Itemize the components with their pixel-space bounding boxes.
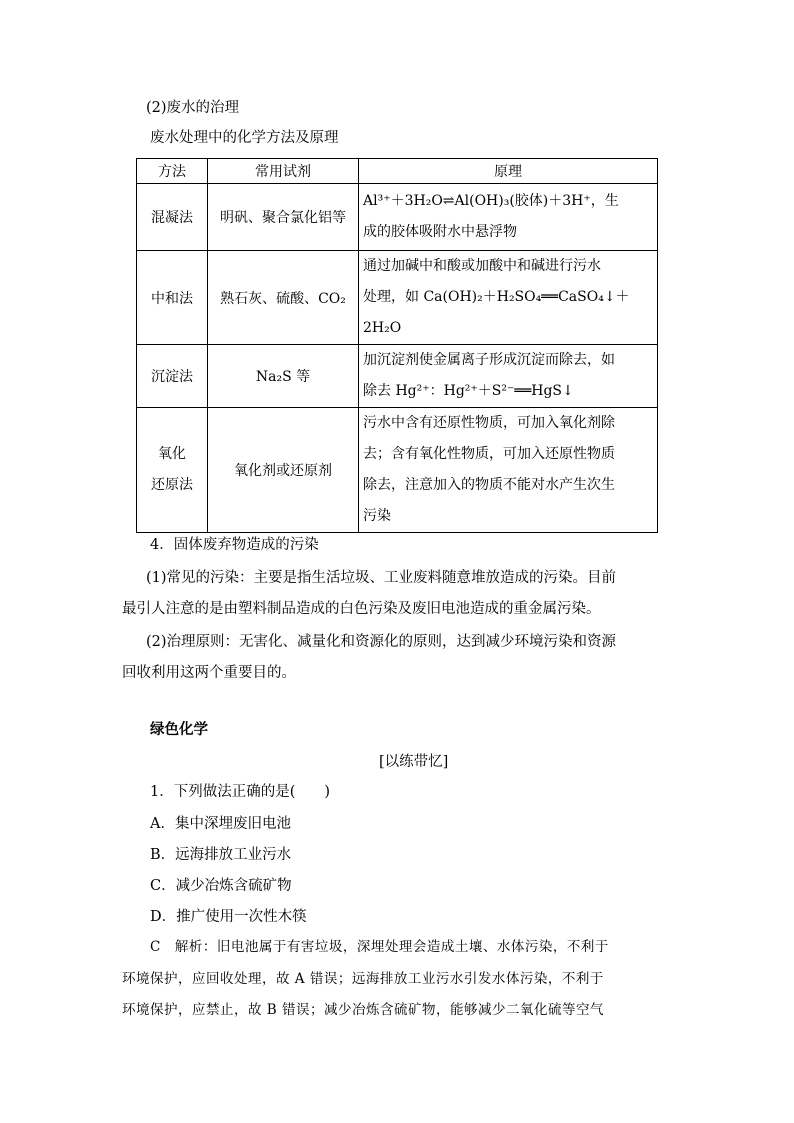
principle-line: 加沉淀剂使金属离子形成沉淀而除去，如 <box>363 352 615 368</box>
cell-method: 中和法 <box>137 251 208 345</box>
answer-line2: 环境保护，应回收处理，故 A 错误；远海排放工业污水引发水体污染，不利于 <box>122 971 604 987</box>
option-b: B．远海排放工业污水 <box>150 847 292 863</box>
option-a: A．集中深埋废旧电池 <box>150 816 291 832</box>
principle-line: 污水中含有还原性物质，可加入氧化剂除 <box>363 415 615 431</box>
table-row <box>137 184 658 251</box>
principle-line: 污染 <box>363 508 391 524</box>
principle-line: 去；含有氧化性物质，可加入还原性物质 <box>363 446 615 462</box>
para4-title: 4．固体废弃物造成的污染 <box>150 537 319 553</box>
cell-principle <box>359 345 658 408</box>
para4-2-line1: (2)治理原则：无害化、减量化和资源化的原则，达到减少环境污染和资源 <box>146 634 617 650</box>
question-text: 1．下列做法正确的是( ) <box>150 784 331 800</box>
table-row <box>137 345 658 408</box>
principle-line: Al³⁺＋3H₂O⇌Al(OH)₃(胶体)＋3H⁺，生 <box>363 193 619 209</box>
answer-line1: C 解析：旧电池属于有害垃圾，深埋处理会造成土壤、水体污染，不利于 <box>150 939 609 955</box>
table-header-row <box>137 159 658 184</box>
cell-reagent: 明矾、聚合氯化铝等 <box>208 184 359 251</box>
cell-principle <box>359 408 658 533</box>
green-chem-heading: 绿色化学 <box>150 721 208 738</box>
principle-line: 除去，注意加入的物质不能对水产生次生 <box>363 477 615 493</box>
header-principle: 原理 <box>359 159 658 184</box>
header-reagent: 常用试剂 <box>208 159 359 184</box>
answer-line3: 环境保护，应禁止，故 B 错误；减少冶炼含硫矿物，能够减少二氧化硫等空气 <box>122 1002 605 1018</box>
principle-line: 处理，如 Ca(OH)₂＋H₂SO₄══CaSO₄↓＋ <box>363 289 630 305</box>
cell-method: 混凝法 <box>137 184 208 251</box>
method-line: 还原法 <box>151 477 193 493</box>
table-caption: 废水处理中的化学方法及原理 <box>150 130 339 146</box>
cell-reagent: 熟石灰、硫酸、CO₂ <box>208 251 359 345</box>
para4-1-line2: 最引人注意的是由塑料制品造成的白色污染及废旧电池造成的重金属污染。 <box>122 601 601 617</box>
table-row <box>137 408 658 533</box>
principle-line: 2H₂O <box>363 320 402 336</box>
cell-principle <box>359 184 658 251</box>
section-heading: (2)废水的治理 <box>146 100 240 116</box>
method-line: 氧化 <box>158 446 186 462</box>
para4-2-line2: 回收利用这两个重要目的。 <box>122 665 296 681</box>
table-row <box>137 251 658 345</box>
principle-line: 通过加碱中和酸或加酸中和碱进行污水 <box>363 258 601 274</box>
header-method: 方法 <box>137 159 208 184</box>
cell-method: 沉淀法 <box>137 345 208 408</box>
cell-method <box>137 408 208 533</box>
cell-reagent: 氧化剂或还原剂 <box>208 408 359 533</box>
cell-principle <box>359 251 658 345</box>
wastewater-treatment-table <box>136 158 658 533</box>
practice-label: [以练带忆] <box>379 754 449 770</box>
cell-reagent: Na₂S 等 <box>208 345 359 408</box>
para4-1-line1: (1)常见的污染：主要是指生活垃圾、工业废料随意堆放造成的污染。目前 <box>146 570 617 586</box>
option-c: C．减少冶炼含硫矿物 <box>150 878 292 894</box>
option-d: D．推广使用一次性木筷 <box>150 909 307 925</box>
principle-line: 除去 Hg²⁺：Hg²⁺＋S²⁻══HgS↓ <box>363 383 574 399</box>
principle-line: 成的胶体吸附水中悬浮物 <box>363 224 517 240</box>
